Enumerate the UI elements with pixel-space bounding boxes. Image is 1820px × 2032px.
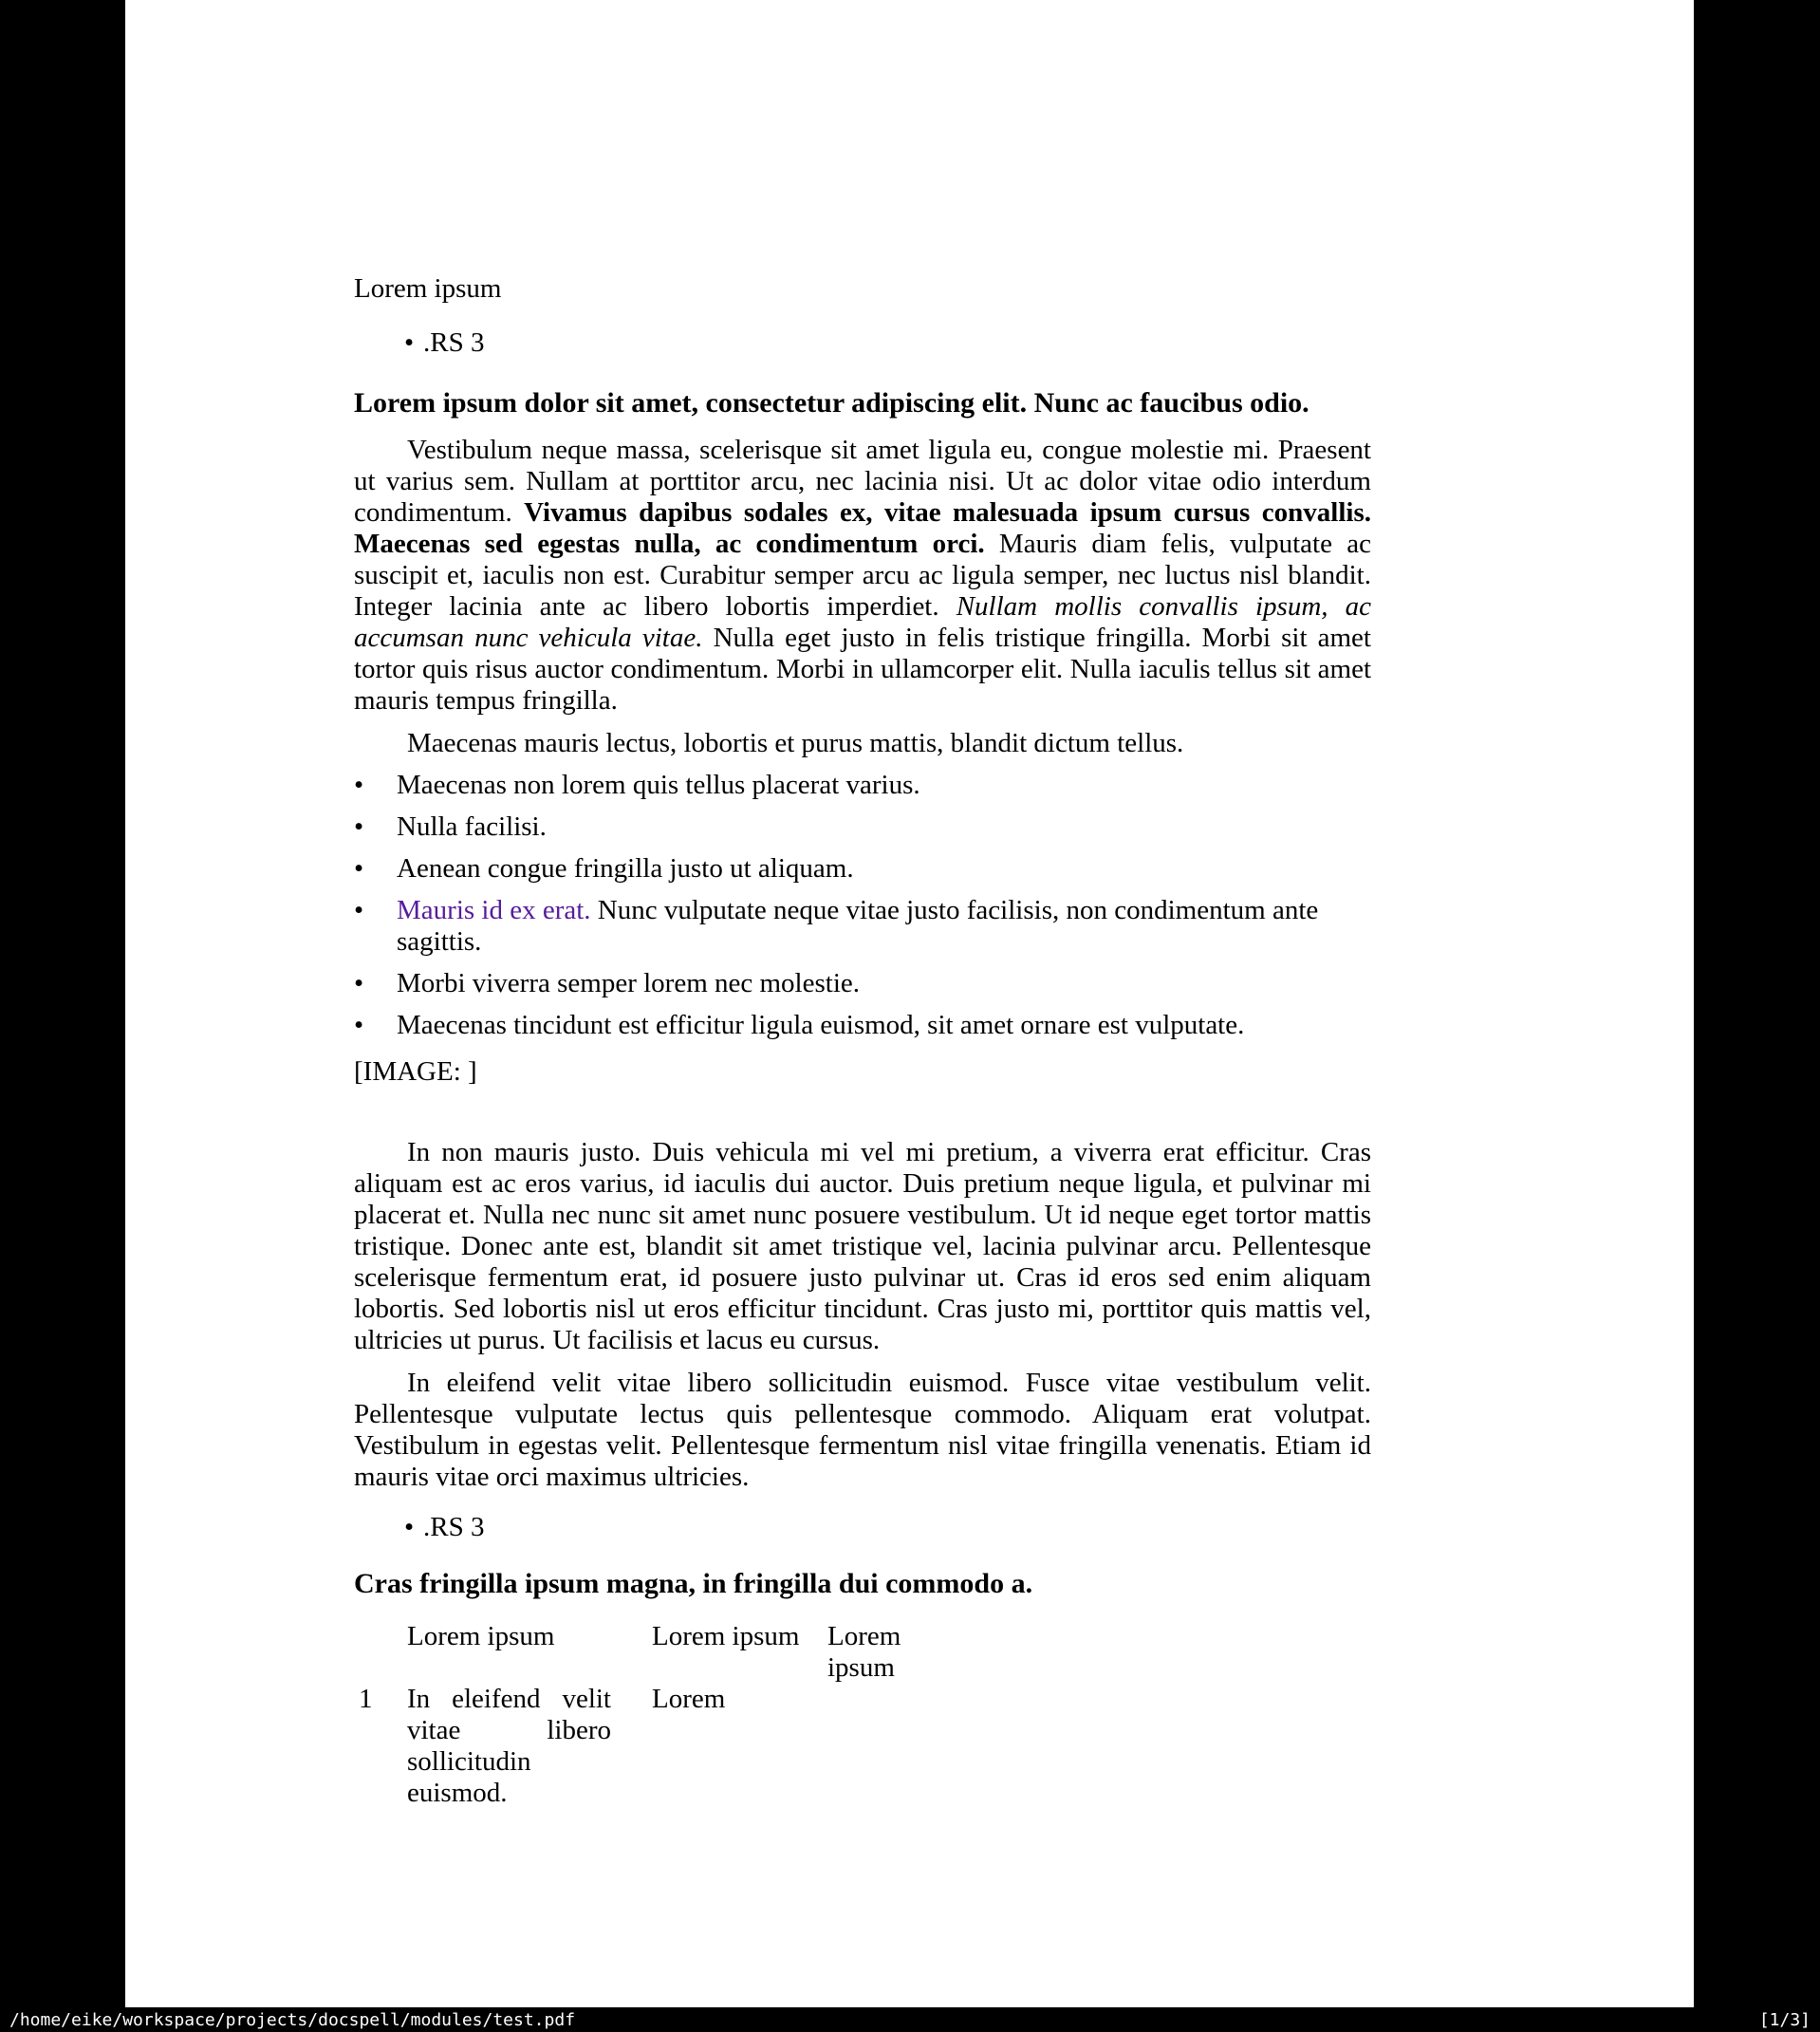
text-segment: Mauris diam felis, vulputate ac suscipit et, iaculis non est. Curabitur semper arcu ac ligula semper, nec luctus nisl blandit. Integer lacinia ante ac libero lobortis imperdiet. <box>354 529 1371 622</box>
table-cell: In eleifend velit vitae libero sollicitudin euismod. <box>407 1684 611 1808</box>
table-header-cell: Lorem ipsum <box>407 1621 555 1651</box>
text-segment: Maecenas tincidunt est efficitur ligula euismod, sit amet ornare est vulputate. <box>397 1010 1245 1040</box>
rs-directive-text: .RS 3 <box>423 1512 485 1542</box>
inline-link[interactable]: Mauris id ex erat. <box>397 895 598 925</box>
list-item <box>354 1010 1371 1041</box>
section-heading-2: Cras fringilla ipsum magna, in fringilla dui commodo a. <box>354 1568 1033 1599</box>
list-item <box>354 770 1371 801</box>
table-header-cell: Lorem ipsum <box>652 1621 800 1651</box>
text-segment: Nunc vulputate neque vitae justo facilisis, non condimentum ante sagittis. <box>397 895 1319 957</box>
text-segment: Nullam mollis convallis ipsum, ac accumsan nunc vehicula vitae. <box>354 591 1371 653</box>
table-row-number: 1 <box>359 1684 373 1714</box>
bullet-list <box>354 770 1371 1041</box>
text-segment: Vestibulum neque massa, scelerisque sit amet ligula eu, congue molestie mi. Praesent ut varius sem. Nullam at porttitor arcu, nec lacinia nisi. Ut ac dolor vitae odio interdum condimentum. <box>354 435 1371 528</box>
list-item <box>354 895 1371 958</box>
text-segment: Aenean congue fringilla justo ut aliquam. <box>397 853 854 884</box>
bullet-marker: • <box>404 327 415 358</box>
intro-label: Lorem ipsum <box>354 273 502 304</box>
status-bar <box>0 2007 1820 2032</box>
text-segment: Maecenas non lorem quis tellus placerat varius. <box>397 770 920 800</box>
text-segment: Nulla eget justo in felis tristique fringilla. Morbi sit amet tortor quis risus auctor condimentum. Morbi in ullamcorper elit. Nulla iaculis tellus sit amet mauris tempus fringilla. <box>354 623 1371 716</box>
paragraph-2: Maecenas mauris lectus, lobortis et purus mattis, blandit dictum tellus. <box>407 728 1184 758</box>
rs-directive-item-1 <box>354 327 1371 359</box>
file-path: /home/eike/workspace/projects/docspell/modules/test.pdf <box>9 2009 576 2030</box>
bullet-marker: • <box>354 895 364 925</box>
list-item <box>354 853 1371 885</box>
bullet-marker: • <box>354 811 364 842</box>
paragraph-3: In non mauris justo. Duis vehicula mi vel mi pretium, a viverra erat efficitur. Cras aliquam est ac eros varius, id iaculis dui auctor. Duis pretium neque ligula, et pulvinar mi placerat et. Nulla nec nunc sit amet nunc posuere vestibulum. Ut id neque eget tortor mattis tristique. Donec ante est, blandit sit amet tristique vel, lacinia pulvinar arcu. Pellentesque scelerisque fermentum erat, id posuere justo pulvinar ut. Cras id eros sed enim aliquam lobortis. Sed lobortis nisl ut eros efficitur tincidunt. Cras justo mi, porttitor quis mattis vel, ultricies ut purus. Ut facilisis et lacus eu cursus. <box>354 1137 1371 1355</box>
paragraph-1 <box>354 435 1371 717</box>
list-item <box>354 968 1371 999</box>
section-heading-1: Lorem ipsum dolor sit amet, consectetur adipiscing elit. Nunc ac faucibus odio. <box>354 387 1309 419</box>
page-indicator: [1/3] <box>1758 2009 1811 2030</box>
text-segment: Nulla facilisi. <box>397 811 547 842</box>
bullet-marker: • <box>354 1010 364 1040</box>
paragraph-4: In eleifend velit vitae libero sollicitudin euismod. Fusce vitae vestibulum velit. Pellentesque vulputate lectus quis pellentesque commodo. Aliquam erat volutpat. Vestibulum in egestas velit. Pellentesque fermentum nisl vitae fringilla venenatis. Etiam id mauris vitae orci maximus ultricies. <box>354 1368 1371 1492</box>
rs-directive-item-2 <box>354 1512 1371 1543</box>
list-item <box>354 811 1371 843</box>
bullet-marker: • <box>354 853 364 884</box>
bullet-marker: • <box>404 1512 415 1542</box>
image-placeholder: [IMAGE: ] <box>354 1056 477 1087</box>
document-content <box>354 0 1371 1809</box>
text-segment: Morbi viverra semper lorem nec molestie. <box>397 968 861 998</box>
bullet-marker: • <box>354 968 364 998</box>
text-segment: Vivamus dapibus sodales ex, vitae malesuada ipsum cursus convallis. Maecenas sed egestas nulla, ac condimentum orci. <box>354 497 1371 559</box>
document-table <box>359 1621 1371 1809</box>
table-header-cell: Lorem ipsum <box>827 1621 901 1683</box>
pdf-page <box>125 0 1694 2007</box>
rs-directive-text: .RS 3 <box>423 327 485 358</box>
bullet-marker: • <box>354 770 364 800</box>
table-cell: Lorem <box>652 1684 726 1714</box>
